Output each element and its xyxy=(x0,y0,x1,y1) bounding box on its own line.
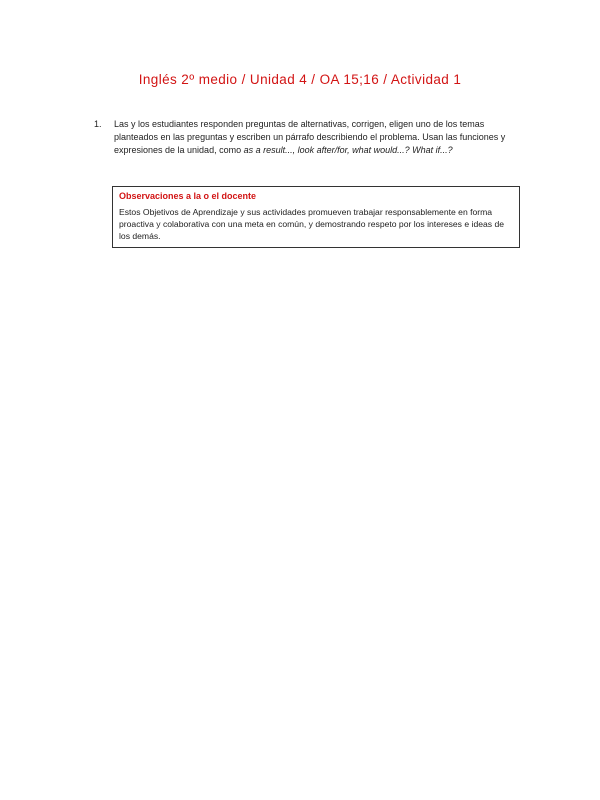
activity-description: Las y los estudiantes responden preguntas de alternativas, corrigen, eligen uno de los temas planteados en las preguntas y escriben un párrafo describiendo el problema. Usan las funciones y expresiones de la unidad, como xyxy=(114,119,506,155)
page-title: Inglés 2º medio / Unidad 4 / OA 15;16 / Actividad 1 xyxy=(138,72,462,87)
activity-example-phrases: as a result..., look after/for, what would...? What if...? xyxy=(243,145,453,155)
teacher-notes-box xyxy=(112,186,520,248)
teacher-notes-title: Observaciones a la o el docente xyxy=(119,191,257,201)
activity-list xyxy=(94,118,530,157)
list-item-number: 1. xyxy=(94,119,102,129)
teacher-notes-body: Estos Objetivos de Aprendizaje y sus actividades promueven trabajar responsablemente en forma proactiva y colaborativa con una meta en común, y demostrando respeto por los intereses e ideas de los demás. xyxy=(119,207,505,241)
list-item xyxy=(94,118,530,157)
